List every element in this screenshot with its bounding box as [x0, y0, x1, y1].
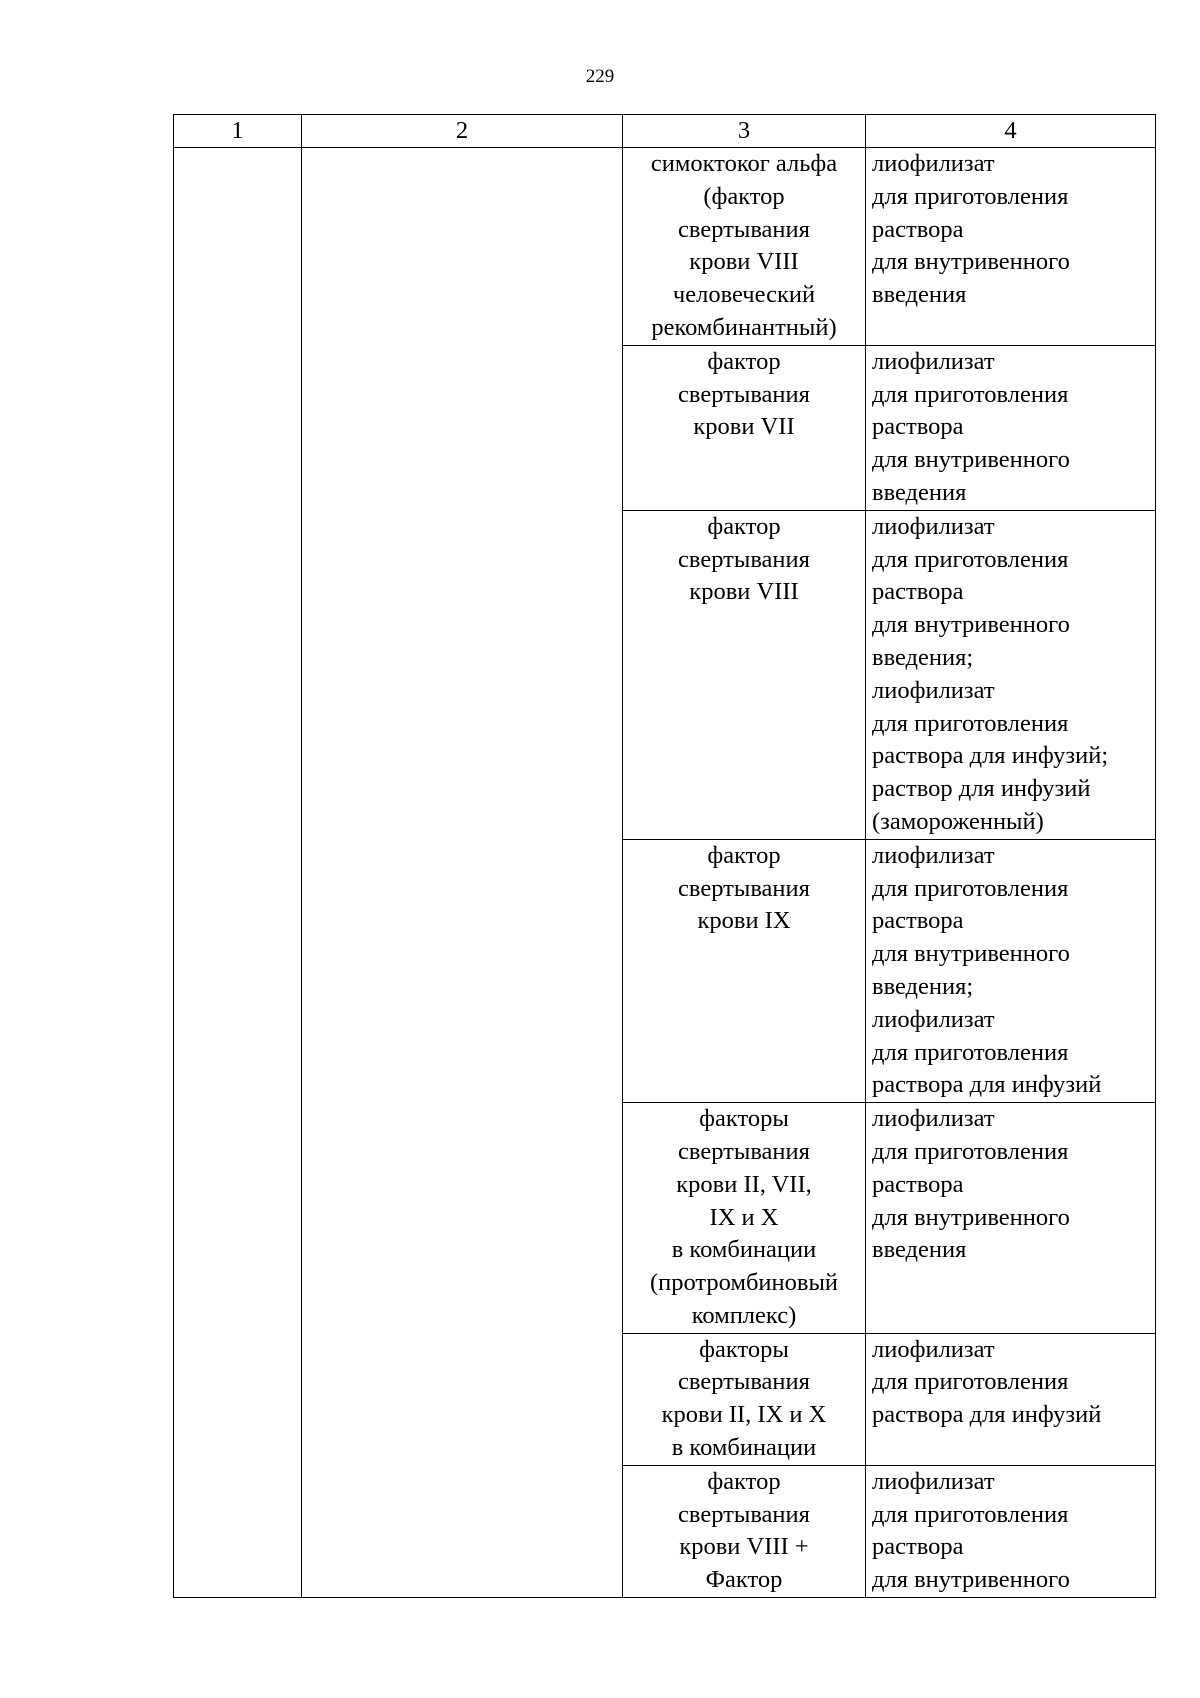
empty-group-cell-2 — [302, 148, 623, 1598]
dosage-form-cell: лиофилизат для приготовления раствора для внутривенного — [866, 1465, 1156, 1597]
drug-name-cell: фактор свертывания крови VIII + Фактор — [623, 1465, 866, 1597]
dosage-form-cell: лиофилизат для приготовления раствора для внутривенного введения — [866, 148, 1156, 346]
header-cell-2: 2 — [302, 115, 623, 148]
table-header-row — [174, 115, 1156, 148]
header-cell-4: 4 — [866, 115, 1156, 148]
header-cell-3: 3 — [623, 115, 866, 148]
empty-group-cell-1 — [174, 148, 302, 1598]
drug-name-cell: факторы свертывания крови II, VII, IX и X в комбинации (протромбиновый комплекс) — [623, 1103, 866, 1334]
drug-name-cell: фактор свертывания крови VIII — [623, 510, 866, 839]
dosage-form-cell: лиофилизат для приготовления раствора для внутривенного введения; лиофилизат для приготовления раствора для инфузий — [866, 839, 1156, 1102]
dosage-form-cell: лиофилизат для приготовления раствора для внутривенного введения — [866, 345, 1156, 510]
dosage-form-cell: лиофилизат для приготовления раствора для инфузий — [866, 1333, 1156, 1465]
drug-name-cell: факторы свертывания крови II, IX и X в комбинации — [623, 1333, 866, 1465]
dosage-form-cell: лиофилизат для приготовления раствора для внутривенного введения; лиофилизат для приготовления раствора для инфузий; раствор для инфузий (замороженный) — [866, 510, 1156, 839]
header-cell-1: 1 — [174, 115, 302, 148]
drug-name-cell: фактор свертывания крови IX — [623, 839, 866, 1102]
drug-table — [173, 114, 1156, 1598]
drug-name-cell: симоктоког альфа (фактор свертывания крови VIII человеческий рекомбинантный) — [623, 148, 866, 346]
drug-name-cell: фактор свертывания крови VII — [623, 345, 866, 510]
dosage-form-cell: лиофилизат для приготовления раствора для внутривенного введения — [866, 1103, 1156, 1334]
table-row — [174, 148, 1156, 346]
page-number: 229 — [585, 66, 615, 87]
